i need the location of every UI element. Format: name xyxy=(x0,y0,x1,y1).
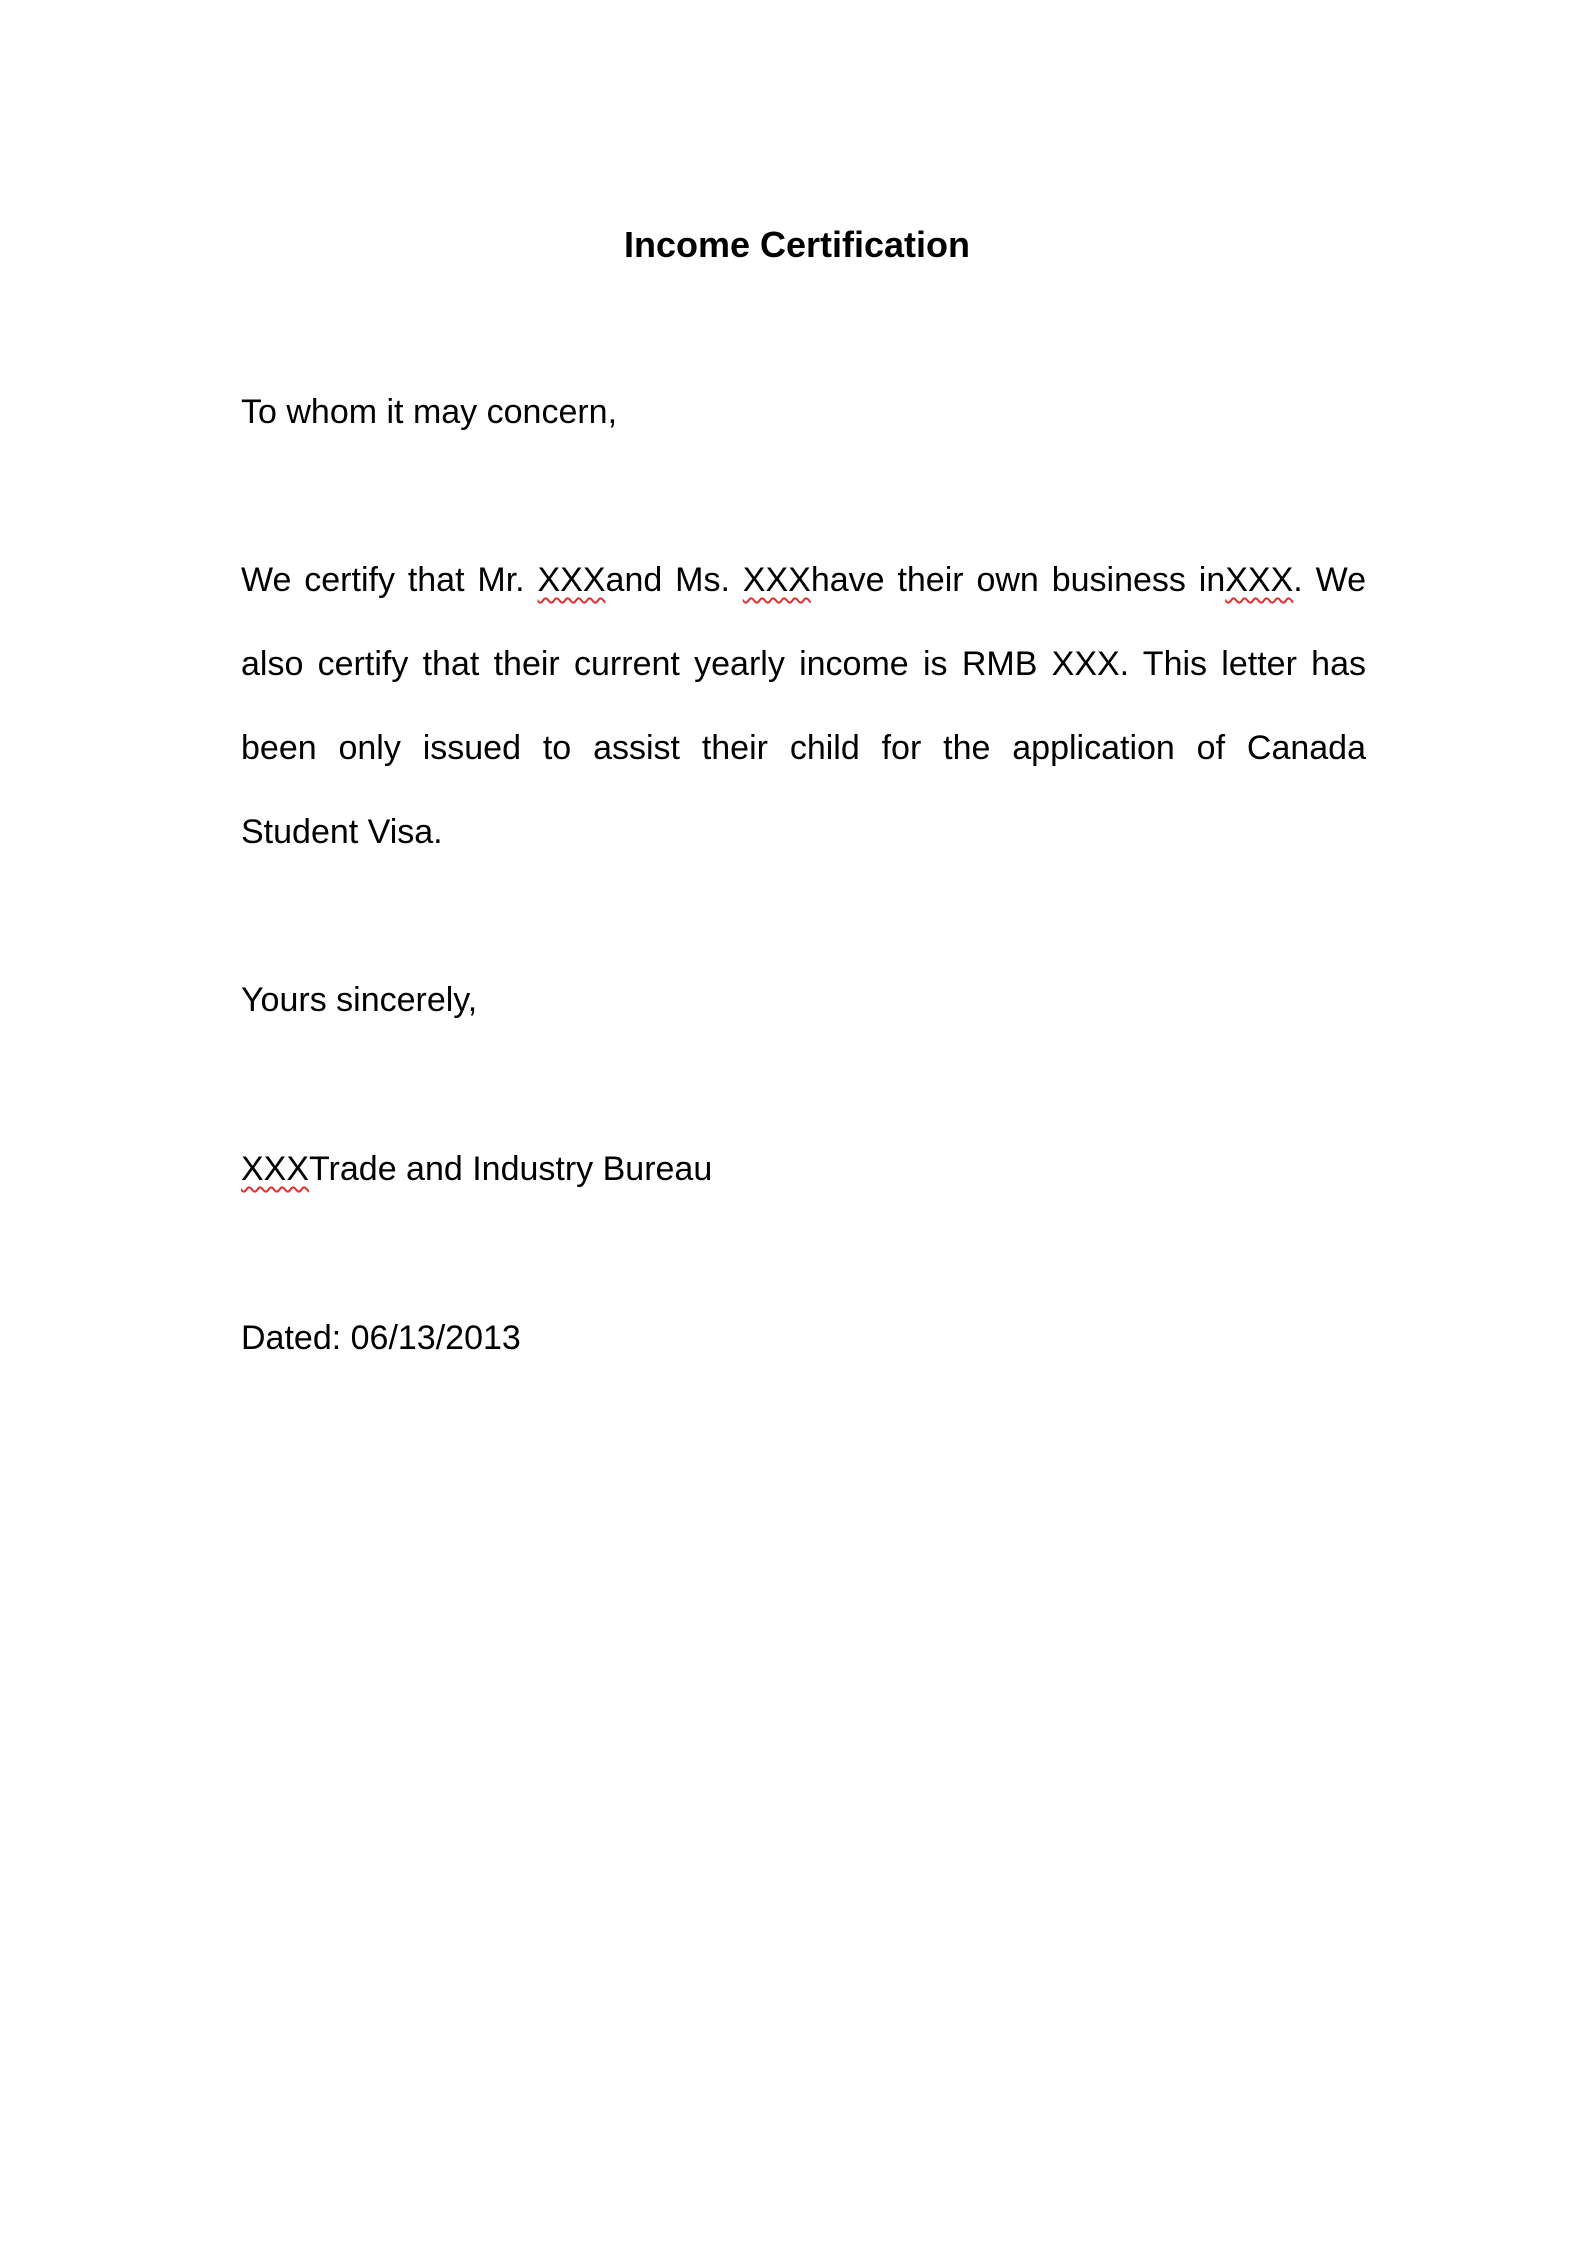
signer xyxy=(241,1127,1366,1211)
body-text: have their own business in xyxy=(810,561,1226,599)
placeholder-name-ms: XXX xyxy=(742,561,811,599)
date-value: 06/13/2013 xyxy=(350,1319,521,1357)
body-line-1 xyxy=(241,538,1366,622)
date-label: Dated: xyxy=(241,1319,351,1357)
document-title: Income Certification xyxy=(623,224,971,265)
closing: Yours sincerely, xyxy=(241,981,478,1019)
body-text: We certify that Mr. xyxy=(241,561,538,599)
placeholder-location: XXX xyxy=(1225,561,1294,599)
body-text: . We xyxy=(1293,561,1367,599)
signer-name: Trade and Industry Bureau xyxy=(309,1150,713,1188)
salutation: To whom it may concern, xyxy=(241,393,618,431)
date-line xyxy=(241,1296,1366,1380)
body-line-2: also certify that their current yearly income is RMB XXX. This letter has xyxy=(241,645,1366,683)
body-line-3: been only issued to assist their child for the application of Canada xyxy=(241,729,1366,767)
body-text: and Ms. xyxy=(605,561,743,599)
placeholder-bureau: XXX xyxy=(241,1150,310,1188)
placeholder-name-mr: XXX xyxy=(537,561,606,599)
body-line-4: Student Visa. xyxy=(241,813,443,851)
